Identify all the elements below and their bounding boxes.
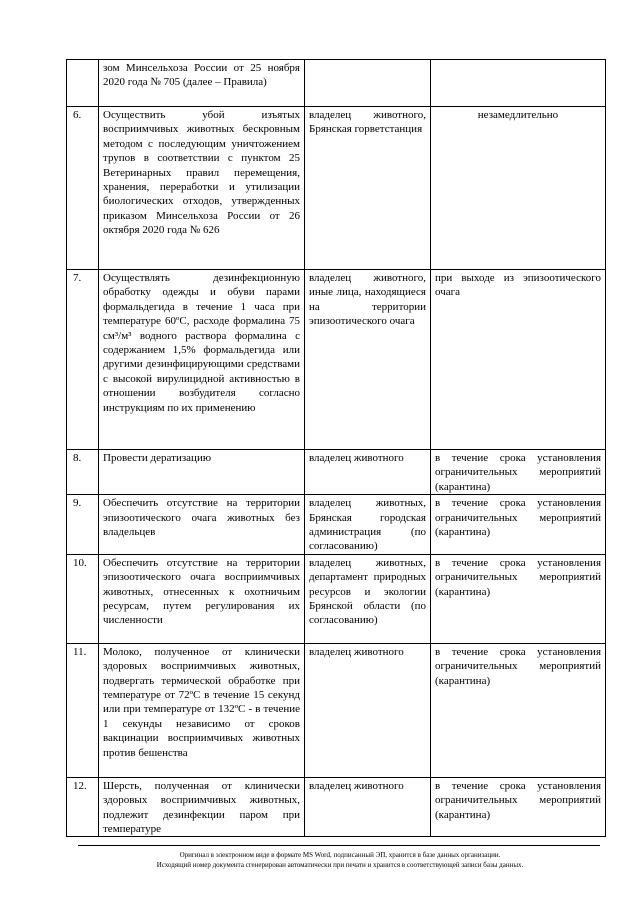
row-action: зом Минсельхоза России от 25 ноября 2020 года № 705 (далее – Правила): [99, 60, 305, 107]
row-number: 11.: [67, 643, 99, 777]
footer-line-number: Исходящий номер документа сгенерирован автоматически при печати и хранится в соответствующей записи базы данных.: [156, 860, 524, 869]
row-responsible: владелец животного: [305, 777, 431, 837]
row-action: Шерсть, полученная от клинически здоровых восприимчивых животных, подлежит дезинфекции паром при температуре: [99, 777, 305, 837]
table-row: [67, 270, 606, 450]
row-term: в течение срока установления ограничительных мероприятий (карантина): [431, 495, 606, 555]
row-number: 10.: [67, 554, 99, 643]
row-number: 6.: [67, 107, 99, 270]
row-number: 9.: [67, 495, 99, 555]
table-row: [67, 450, 606, 495]
row-action: Провести дератизацию: [99, 450, 305, 495]
table-row: [67, 554, 606, 643]
row-responsible: владелец животного, Брянская горветстанция: [305, 107, 431, 270]
row-number: 7.: [67, 270, 99, 450]
row-number: 12.: [67, 777, 99, 837]
row-action: Обеспечить отсутствие на территории эпизоотического очага животных без владельцев: [99, 495, 305, 555]
row-responsible: владелец животных, департамент природных ресурсов и экологии Брянской области (по согласованию): [305, 554, 431, 643]
row-action: Осуществлять дезинфекционную обработку одежды и обуви парами формальдегида в течение 1 часа при температуре 60ºС, расходе формалина 75 см³/м³ водного раствора формалина с содержанием 1,5% формальдегида или другими дезинфицирующими средствами с высокой вирулицидной активностью в отношении возбудителя согласно инструкциям по их применению: [99, 270, 305, 450]
row-term: при выходе из эпизоотического очага: [431, 270, 606, 450]
row-responsible: владелец животного: [305, 450, 431, 495]
table-row: [67, 60, 606, 107]
row-responsible: [305, 60, 431, 107]
row-term: в течение срока установления ограничительных мероприятий (карантина): [431, 554, 606, 643]
table-row: [67, 107, 606, 270]
row-responsible: владелец животного, иные лица, находящиеся на территории эпизоотического очага: [305, 270, 431, 450]
row-term: в течение срока установления ограничительных мероприятий (карантина): [431, 450, 606, 495]
table-row: [67, 495, 606, 555]
row-term: в течение срока установления ограничительных мероприятий (карантина): [431, 777, 606, 837]
row-responsible: владелец животного: [305, 643, 431, 777]
table-row: [67, 643, 606, 777]
row-action: Обеспечить отсутствие на территории эпизоотического очага восприимчивых животных, отнесенных к охотничьим ресурсам, путем регулирования их численности: [99, 554, 305, 643]
table-row: [67, 777, 606, 837]
row-number: 8.: [67, 450, 99, 495]
row-term: в течение срока установления ограничительных мероприятий (карантина): [431, 643, 606, 777]
footer-line-original: Оригинал в электронном виде в формате MS Word, подписанный ЭП, хранится в базе данных организации.: [179, 851, 501, 859]
footer-divider: [78, 845, 600, 846]
row-action: Осуществить убой изъятых восприимчивых животных бескровным методом с последующим уничтожением трупов в соответствии с пунктом 25 Ветеринарных правил перемещения, хранения, переработки и утилизации биологических отходов, утвержденных приказом Минсельхоза России от 26 октября 2020 года № 626: [99, 107, 305, 270]
row-number: [67, 60, 99, 107]
row-term: [431, 60, 606, 107]
document-footer: [60, 851, 620, 870]
row-responsible: владелец животных, Брянская городская администрация (по согласованию): [305, 495, 431, 555]
measures-table: [66, 59, 606, 837]
row-action: Молоко, полученное от клинически здоровых восприимчивых животных, подвергать термической обработке при температуре от 72ºС в течение 15 секунд или при температуре от 132ºС - в течение 1 секунды независимо от сроков вакцинации восприимчивых животных против бешенства: [99, 643, 305, 777]
row-term: незамедлительно: [431, 107, 606, 270]
